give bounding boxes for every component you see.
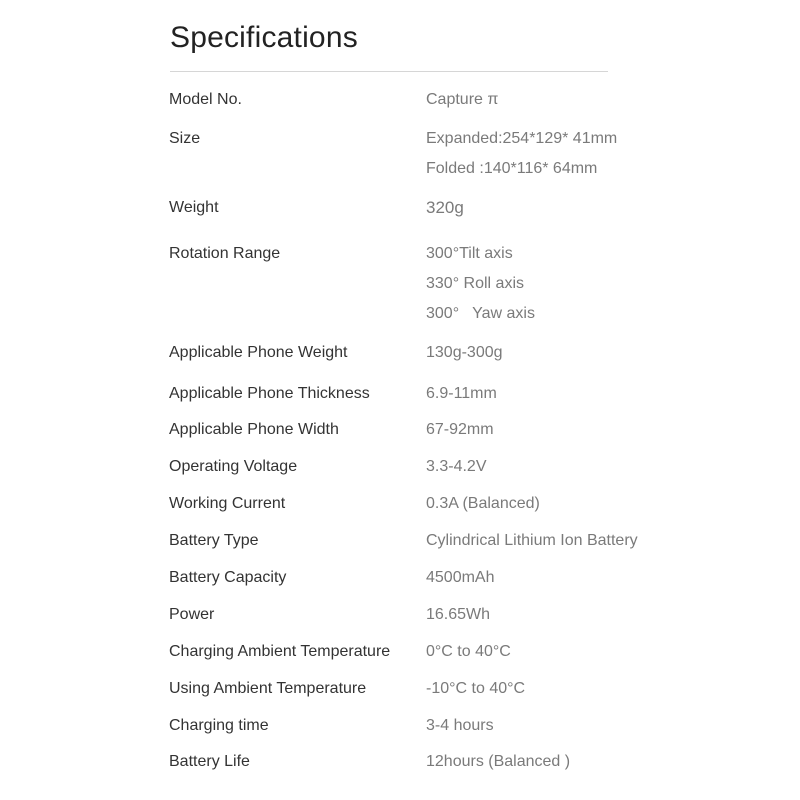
spec-label: Size xyxy=(169,130,201,147)
spec-values xyxy=(426,568,495,598)
spec-values xyxy=(426,752,570,782)
spec-label: Applicable Phone Thickness xyxy=(169,385,370,402)
spec-label: Charging Ambient Temperature xyxy=(169,643,391,660)
spec-label: Charging time xyxy=(169,717,269,734)
spec-values xyxy=(426,457,486,487)
spec-label: Operating Voltage xyxy=(169,458,298,475)
spec-label: Weight xyxy=(169,199,219,216)
spec-value: 67-92mm xyxy=(426,421,494,438)
spec-label: Applicable Phone Weight xyxy=(169,344,348,361)
spec-values xyxy=(426,384,497,414)
spec-label: Applicable Phone Width xyxy=(169,421,339,438)
spec-values xyxy=(426,605,490,635)
spec-label: Model No. xyxy=(169,91,242,108)
spec-value: 3-4 hours xyxy=(426,717,494,734)
spec-label: Working Current xyxy=(169,495,286,512)
spec-value: Capture π xyxy=(426,91,499,108)
spec-value: 300° Yaw axis xyxy=(426,305,535,322)
spec-label: Rotation Range xyxy=(169,245,281,262)
page-title: Specifications xyxy=(170,21,358,54)
spec-value: 0.3A (Balanced) xyxy=(426,495,540,512)
spec-values xyxy=(426,90,498,120)
spec-values xyxy=(426,642,511,672)
spec-values xyxy=(426,531,638,561)
spec-values xyxy=(426,679,525,709)
title-divider xyxy=(170,71,608,72)
spec-value: 0°C to 40°C xyxy=(426,643,511,660)
spec-value: 300°Tilt axis xyxy=(426,245,513,262)
spec-values xyxy=(426,716,494,746)
spec-value: 130g-300g xyxy=(426,344,503,361)
spec-value: 6.9-11mm xyxy=(426,385,497,402)
spec-values xyxy=(426,244,535,334)
spec-value: Folded :140*116* 64mm xyxy=(426,160,598,177)
spec-values xyxy=(426,198,464,228)
spec-label: Battery Life xyxy=(169,753,250,770)
spec-value: -10°C to 40°C xyxy=(426,680,526,697)
spec-values xyxy=(426,343,503,373)
spec-label: Battery Capacity xyxy=(169,569,287,586)
spec-value: 3.3-4.2V xyxy=(426,458,487,475)
spec-values xyxy=(426,494,540,524)
spec-value: Expanded:254*129* 41mm xyxy=(426,130,618,147)
spec-values xyxy=(426,129,617,189)
spec-value: 16.65Wh xyxy=(426,606,491,623)
spec-value: 4500mAh xyxy=(426,569,495,586)
spec-value: 12hours (Balanced ) xyxy=(426,753,571,770)
spec-values xyxy=(426,420,494,450)
spec-label: Battery Type xyxy=(169,532,259,549)
spec-value: 330° Roll axis xyxy=(426,275,524,292)
spec-label: Using Ambient Temperature xyxy=(169,680,367,697)
spec-label: Power xyxy=(169,606,215,623)
spec-value: Cylindrical Lithium Ion Battery xyxy=(426,532,638,549)
spec-value: 320g xyxy=(426,198,464,217)
